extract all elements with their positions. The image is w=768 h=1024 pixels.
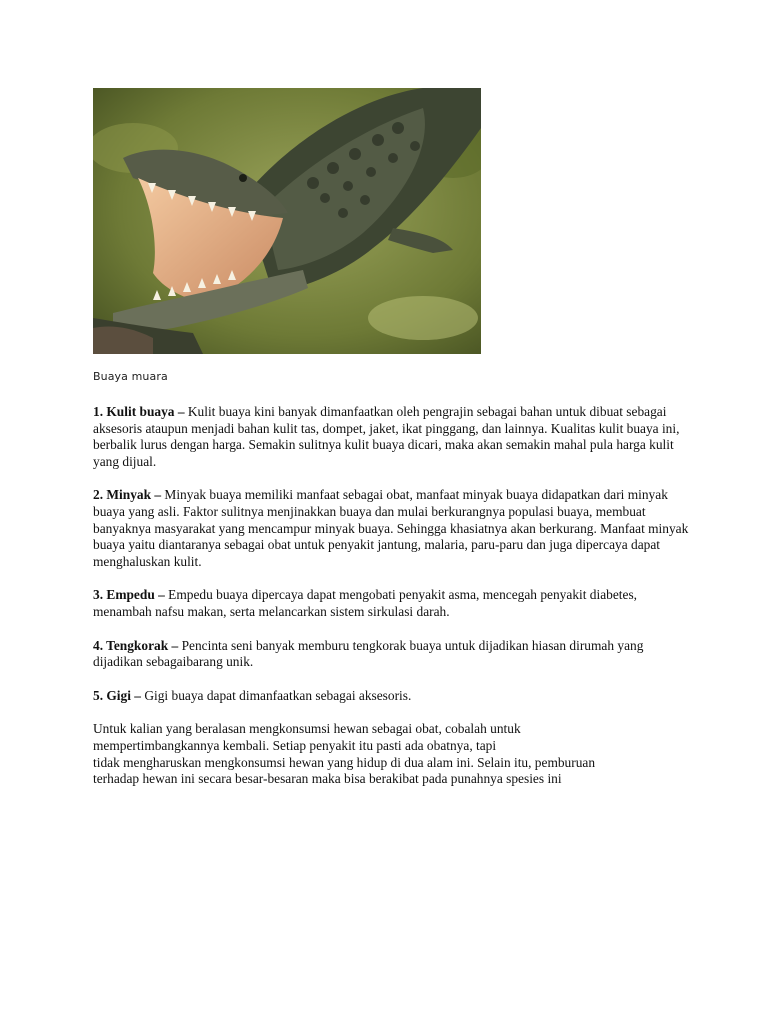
section-label: 5. Gigi –	[93, 687, 141, 703]
closing-line: Untuk kalian yang beralasan mengkonsumsi hewan sebagai obat, cobalah untuk	[93, 721, 521, 737]
section-label: 2. Minyak –	[93, 487, 162, 503]
closing-line: terhadap hewan ini secara besar-besaran maka bisa berakibat pada punahnya spesies ini	[93, 771, 562, 787]
section-text: Minyak buaya memiliki manfaat sebagai obat, manfaat minyak buaya didapatkan dari minyak buaya yang asli. Faktor sulitnya menjinakkan buaya dan mulai berkurangnya populasi buaya, membuat banyaknya masyarakat yang mencampur minyak buaya. Sehingga khasiatnya akan berkurang. Manfaat minyak buaya yaitu diantaranya sebagai obat untuk penyakit jantung, malaria, paru-paru dan juga dipercaya dapat menghaluskan kulit.	[93, 487, 689, 569]
section-empedu	[93, 587, 693, 620]
crocodile-photo	[93, 88, 481, 354]
section-minyak	[93, 487, 693, 570]
section-text: Gigi buaya dapat dimanfaatkan sebagai aksesoris.	[141, 687, 412, 703]
section-gigi	[93, 688, 693, 705]
section-text: Pencinta seni banyak memburu tengkorak buaya untuk dijadikan hiasan dirumah yang dijadikan sebagaibarang unik.	[93, 637, 644, 670]
article-body	[93, 404, 693, 805]
section-text: Kulit buaya kini banyak dimanfaatkan oleh pengrajin sebagai bahan untuk dibuat sebagai aksesoris ataupun menjadi bahan kulit tas, dompet, jaket, ikat pinggang, dan lainnya. Kualitas kulit buaya ini, berbalik lurus dengan harga. Semakin sulitnya kulit buaya dicari, maka akan semakin mahal pula harga kulit yang dijual.	[93, 404, 680, 469]
closing-line: tidak mengharuskan mengkonsumsi hewan yang hidup di dua alam ini. Selain itu, pemburuan	[93, 754, 596, 770]
section-kulit-buaya	[93, 404, 693, 470]
closing-paragraph	[93, 721, 693, 787]
section-text: Empedu buaya dipercaya dapat mengobati penyakit asma, mencegah penyakit diabetes, menambah nafsu makan, serta melancarkan sistem sirkulasi darah.	[93, 587, 638, 619]
section-label: 1. Kulit buaya –	[93, 404, 185, 419]
image-caption: Buaya muara	[93, 370, 168, 383]
section-label: 3. Empedu –	[93, 587, 165, 603]
section-tengkorak	[93, 638, 693, 671]
section-label: 4. Tengkorak –	[93, 637, 179, 653]
closing-line: mempertimbangkannya kembali. Setiap penyakit itu pasti ada obatnya, tapi	[93, 737, 497, 753]
